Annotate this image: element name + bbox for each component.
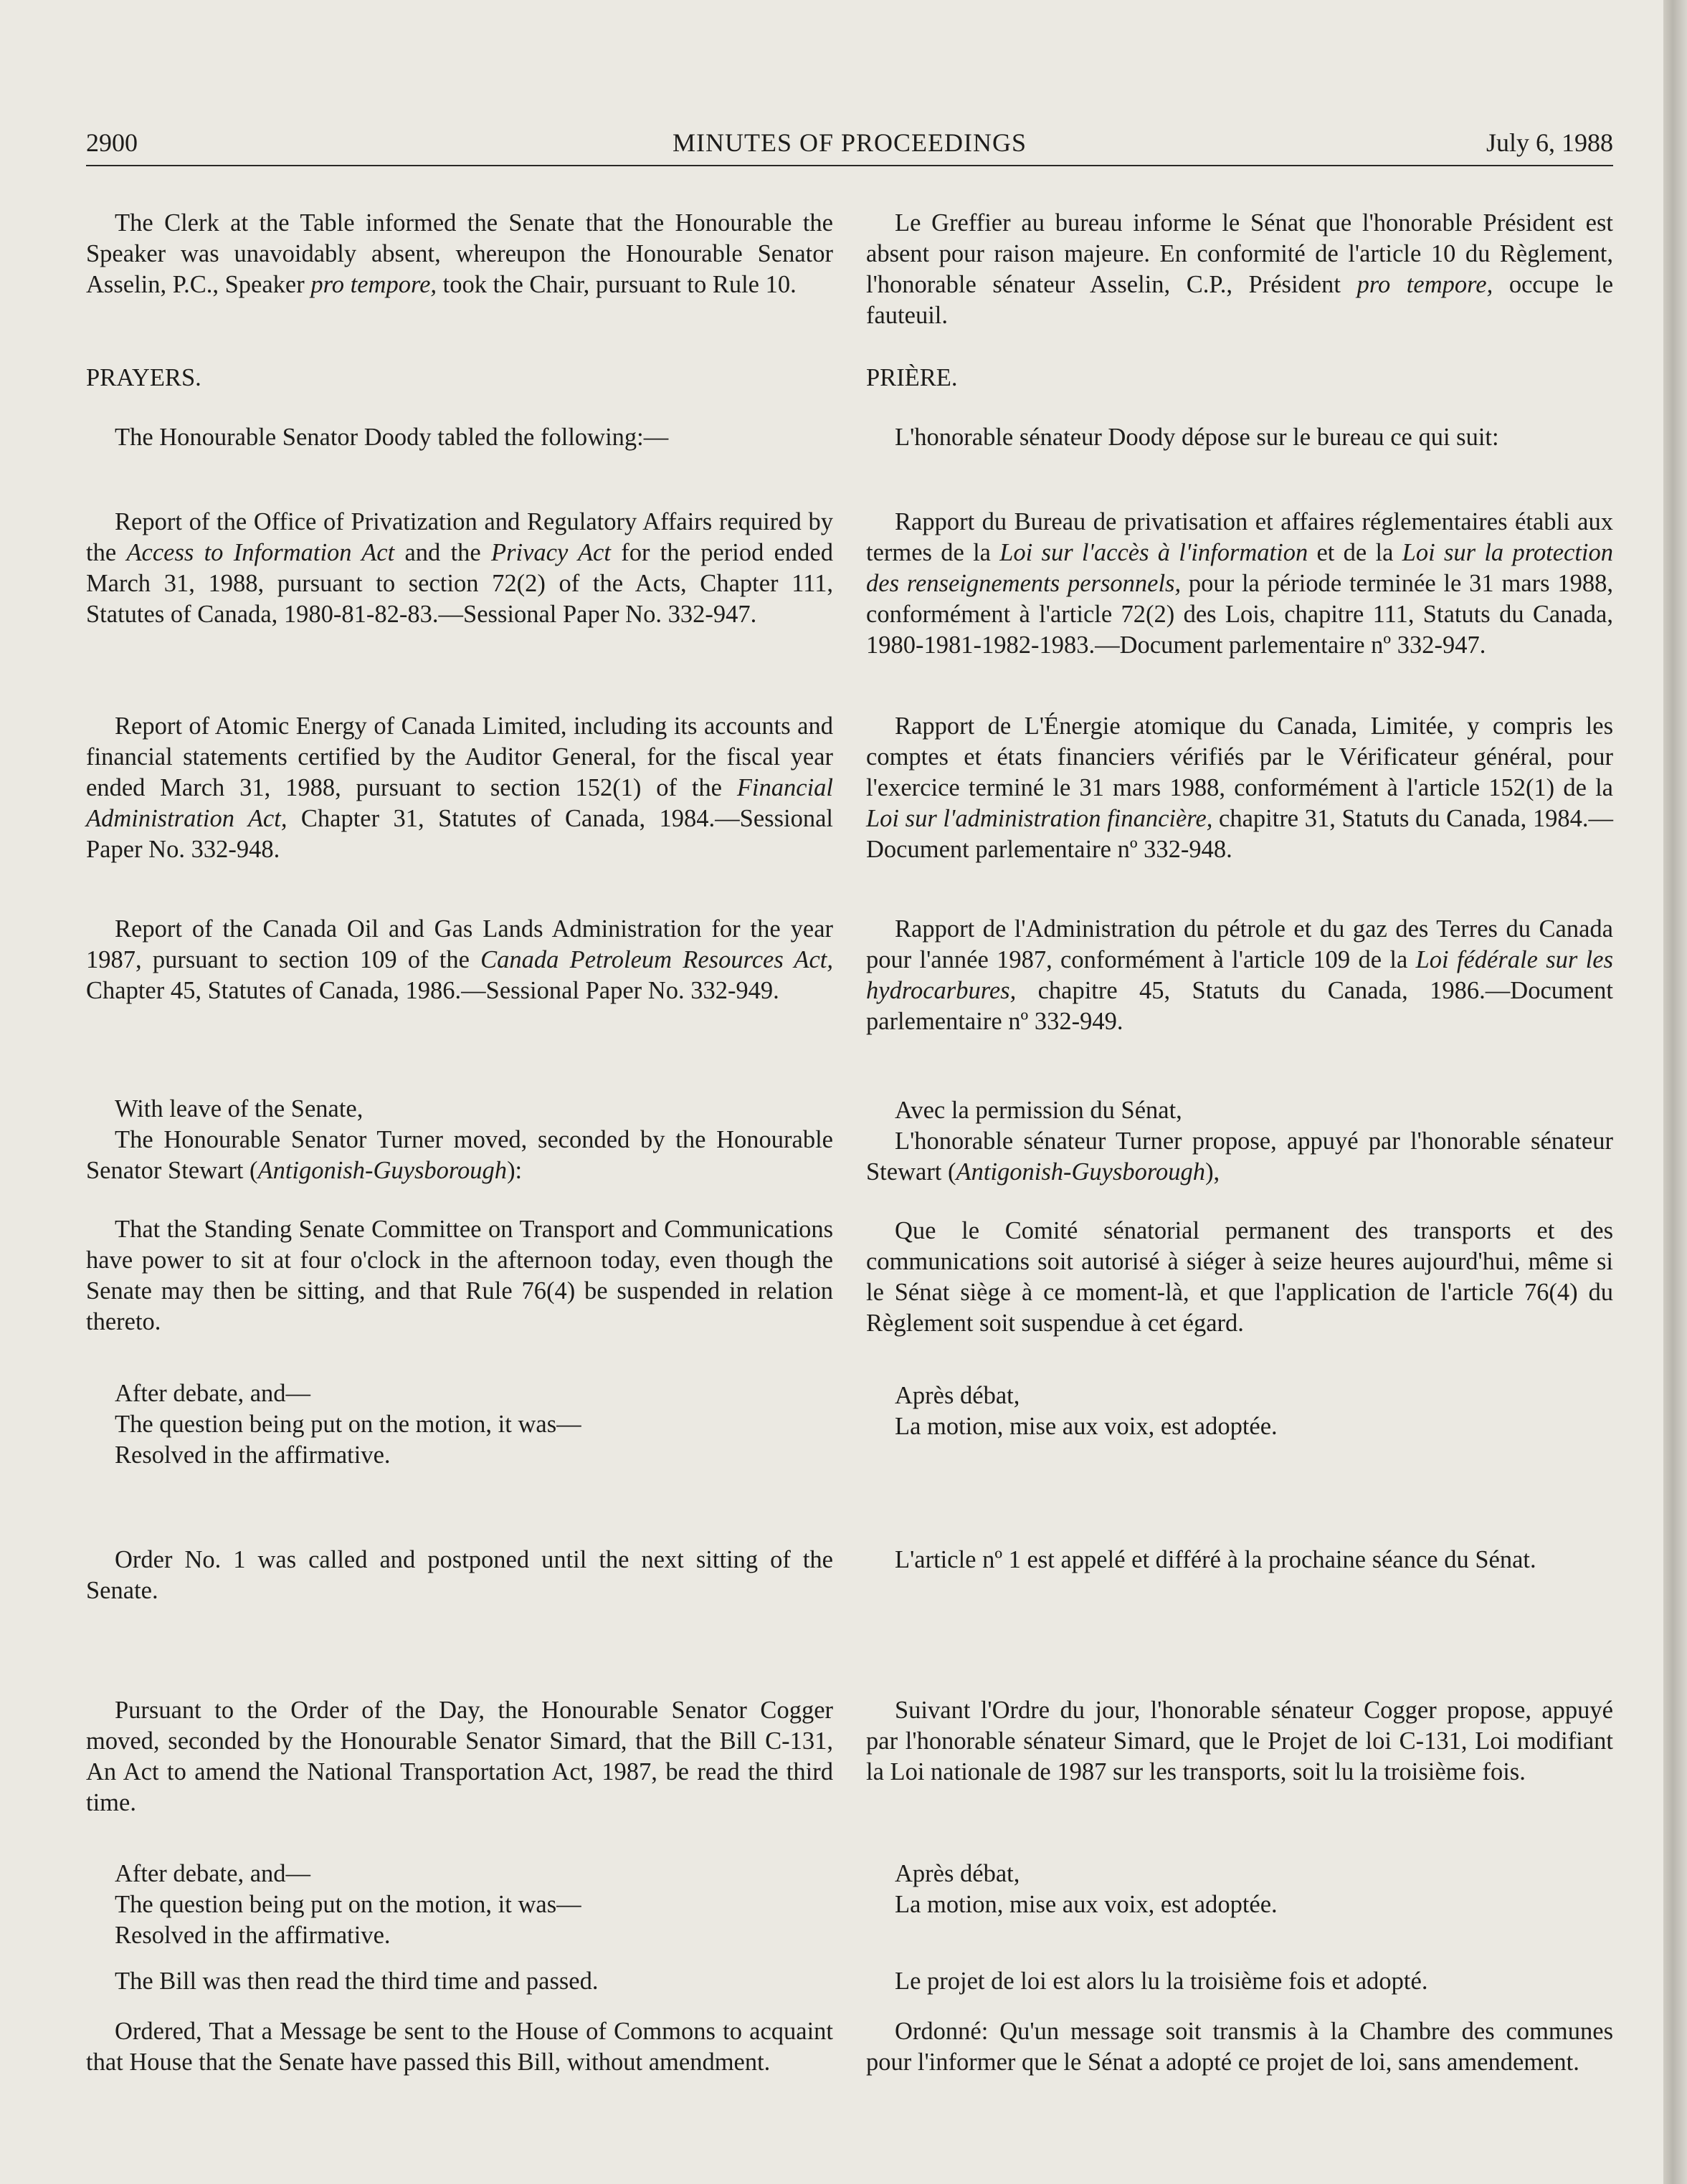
turner-propose: L'honorable sénateur Turner propose, appuyé par l'honorable sénateur Stewart (Antigonish-Guysborough), [866, 1127, 1613, 1186]
after-debate-2: After debate, and— [115, 1860, 311, 1887]
cogger-motion: Pursuant to the Order of the Day, the Honourable Senator Cogger moved, seconded by the Honourable Senator Simard, that the Bill C-131, An Act to amend the National Transportation Act, 1987, be read the third time. [86, 1697, 833, 1816]
priere-heading: PRIÈRE. [866, 364, 958, 391]
clerk-paragraph: The Clerk at the Table informed the Senate that the Honourable the Speaker was unavoidably absent, whereupon the Honourable Senator Asselin, P.C., Speaker pro tempore, took the Chair, pursuant to Rule 10. [86, 209, 833, 298]
comite-motion: Que le Comité sénatorial permanent des transports et des communications soit autorisé à siéger à seize heures aujourd'hui, même si le Sénat siège à ce moment-là, et que l'application de l'article 76(4) du Règlement soit suspendue à cet égard. [866, 1217, 1613, 1337]
motion-adoptee-2: La motion, mise aux voix, est adoptée. [895, 1891, 1278, 1918]
rapport-energie-atomique: Rapport de L'Énergie atomique du Canada, Limitée, y compris les comptes et états financiers vérifiés par le Vérificateur général, pour l'exercice terminé le 31 mars 1988, conformément à l'article 152(1) de la Loi sur l'administration financière, chapitre 31, Statuts du Canada, 1984.—Document parlementaire nº 332-948. [866, 712, 1614, 863]
doody-depose: L'honorable sénateur Doody dépose sur le bureau ce qui suit: [895, 424, 1499, 451]
permission-senat: Avec la permission du Sénat, [895, 1097, 1182, 1124]
header-date: July 6, 1988 [1486, 128, 1613, 157]
rapport-petrole-gaz: Rapport de l'Administration du pétrole et du gaz des Terres du Canada pour l'année 1987, conformément à l'article 109 de la Loi fédérale sur les hydrocarbures, chapitre 45, Statuts du Canada, 1986.—Document parlementaire nº 332-949. [866, 915, 1613, 1035]
rapport-privatisation: Rapport du Bureau de privatisation et affaires réglementaires établi aux termes de la Loi sur l'accès à l'information et de la Loi sur la protection des renseignements personnels, pour la période terminée le 31 mars 1988, conformément à l'article 72(2) des Lois, chapitre 111, Statuts du Canada, 1980-1981-1982-1983.—Document parlementaire nº 332-947. [866, 508, 1613, 659]
leave-of-senate: With leave of the Senate, [115, 1095, 363, 1122]
committee-motion: That the Standing Senate Committee on Transport and Communications have power to sit at four o'clock in the afternoon today, even though the Senate may then be sitting, and that Rule 76(4) be suspended in relation thereto. [86, 1216, 833, 1335]
bill-passed: The Bill was then read the third time and passed. [115, 1968, 599, 1995]
apres-debat-1: Après débat, [895, 1382, 1020, 1409]
cogger-propose: Suivant l'Ordre du jour, l'honorable sénateur Cogger propose, appuyé par l'honorable sénateur Simard, que le Projet de loi C-131, Loi modifiant la Loi nationale de 1987 sur les transports, soit lu la troisième fois. [866, 1697, 1613, 1785]
ordered-message: Ordered, That a Message be sent to the House of Commons to acquaint that House that the Senate have passed this Bill, without amendment. [86, 2018, 833, 2076]
question-put-1: The question being put on the motion, it was— [115, 1411, 581, 1438]
question-put-2: The question being put on the motion, it was— [115, 1891, 581, 1918]
page-edge-shadow [1663, 0, 1687, 2184]
running-title: MINUTES OF PROCEEDINGS [672, 128, 1027, 157]
doody-tabled: The Honourable Senator Doody tabled the following:— [115, 424, 669, 451]
page-header [86, 128, 1613, 166]
resolved-2: Resolved in the affirmative. [115, 1922, 391, 1949]
page-number: 2900 [86, 128, 138, 157]
motion-adoptee-1: La motion, mise aux voix, est adoptée. [895, 1413, 1278, 1440]
report-oil-gas: Report of the Canada Oil and Gas Lands Administration for the year 1987, pursuant to section 109 of the Canada Petroleum Resources Act, Chapter 45, Statutes of Canada, 1986.—Sessional Paper No. 332-949. [86, 915, 833, 1004]
resolved-1: Resolved in the affirmative. [115, 1441, 391, 1469]
apres-debat-2: Après débat, [895, 1860, 1020, 1887]
article-no-1: L'article nº 1 est appelé et différé à la prochaine séance du Sénat. [895, 1546, 1536, 1573]
prayers-heading: PRAYERS. [86, 364, 201, 391]
turner-motion: The Honourable Senator Turner moved, seconded by the Honourable Senator Stewart (Antigonish-Guysborough): [86, 1126, 833, 1184]
ordonne-message: Ordonné: Qu'un message soit transmis à la Chambre des communes pour l'informer que le Sénat a adopté ce projet de loi, sans amendement. [866, 2018, 1613, 2076]
report-privatization: Report of the Office of Privatization and Regulatory Affairs required by the Access to Information Act and the Privacy Act for the period ended March 31, 1988, pursuant to section 72(2) of the Acts, Chapter 111, Statutes of Canada, 1980-81-82-83.—Sessional Paper No. 332-947. [86, 508, 833, 628]
greffier-paragraph: Le Greffier au bureau informe le Sénat que l'honorable Président est absent pour raison majeure. En conformité de l'article 10 du Règlement, l'honorable sénateur Asselin, C.P., Président pro tempore, occupe le fauteuil. [866, 209, 1614, 329]
projet-adopte: Le projet de loi est alors lu la troisième fois et adopté. [895, 1968, 1428, 1995]
after-debate-1: After debate, and— [115, 1380, 311, 1407]
order-no-1: Order No. 1 was called and postponed until the next sitting of the Senate. [86, 1546, 833, 1604]
report-atomic-energy: Report of Atomic Energy of Canada Limited, including its accounts and financial statements certified by the Auditor General, for the fiscal year ended March 31, 1988, pursuant to section 152(1) of the Financial Administration Act, Chapter 31, Statutes of Canada, 1984.—Sessional Paper No. 332-948. [86, 712, 833, 863]
